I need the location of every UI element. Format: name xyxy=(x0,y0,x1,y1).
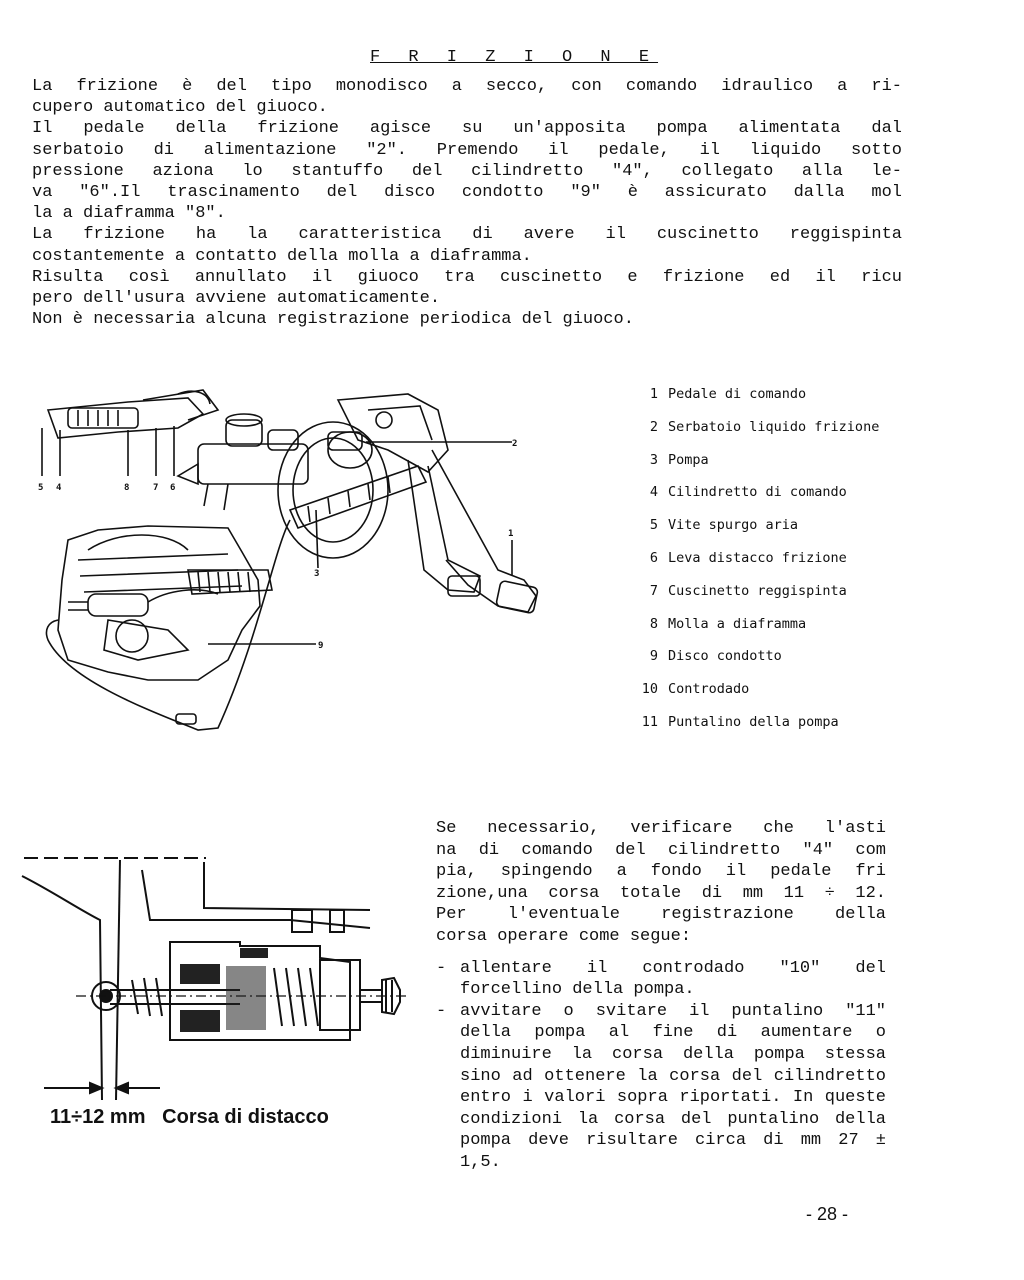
parts-legend xyxy=(632,386,879,747)
legend-number: 3 xyxy=(649,451,658,468)
page-number: - 28 - xyxy=(806,1204,849,1224)
legend-number: 7 xyxy=(649,582,658,599)
bullet-dash: - xyxy=(436,958,447,978)
callout-label: 9 xyxy=(318,641,324,651)
legend-text: Molla a diaframma xyxy=(668,615,807,632)
legend-item xyxy=(632,714,879,747)
legend-text: Pompa xyxy=(668,451,709,468)
legend-item xyxy=(632,648,879,681)
legend-text: Vite spurgo aria xyxy=(668,517,799,534)
legend-text: Cilindretto di comando xyxy=(668,484,847,501)
intro-line: va "6".Il trascinamento del disco condotto "9" è assicurato dalla mol xyxy=(32,183,902,203)
intro-line: Il pedale della frizione agisce su un'apposita pompa alimentata dal xyxy=(32,119,902,139)
adjust-line: pia, spingendo a fondo il pedale fri xyxy=(436,862,886,882)
legend-number: 5 xyxy=(649,517,658,534)
bullet-dash: - xyxy=(436,1001,447,1021)
callout-label: 4 xyxy=(56,483,62,493)
instruction-item xyxy=(436,958,886,1001)
legend-item xyxy=(632,583,879,616)
legend-number: 6 xyxy=(649,549,658,566)
callout-label: 5 xyxy=(38,483,44,493)
legend-item xyxy=(632,517,879,550)
intro-line: cupero automatico del giuoco. xyxy=(32,98,328,118)
adjust-line: Per l'eventuale registrazione della xyxy=(436,905,886,925)
intro-line: la a diaframma "8". xyxy=(32,204,226,224)
legend-text: Puntalino della pompa xyxy=(668,713,839,730)
legend-item xyxy=(632,484,879,517)
legend-number: 8 xyxy=(649,615,658,632)
intro-line: La frizione ha la caratteristica di avere il cuscinetto reggispinta xyxy=(32,225,902,245)
page-title: F R I Z I O N E xyxy=(370,48,659,67)
legend-item xyxy=(632,452,879,485)
adjust-line: corsa operare come segue: xyxy=(436,926,692,946)
legend-text: Leva distacco frizione xyxy=(668,549,847,566)
callout-label: 3 xyxy=(314,569,320,579)
clutch-system-illustration xyxy=(28,380,548,750)
intro-line: costantemente a contatto della molla a diaframma. xyxy=(32,246,532,266)
callout-label: 8 xyxy=(124,483,130,493)
adjust-line: Se necessario, verificare che l'asti xyxy=(436,819,886,838)
legend-number: 10 xyxy=(641,681,658,698)
legend-text: Disco condotto xyxy=(668,648,782,665)
adjustment-text xyxy=(436,818,886,1174)
stroke-caption: 11÷12 mm Corsa di distacco xyxy=(50,1106,329,1128)
callout-label: 2 xyxy=(512,439,518,449)
legend-item xyxy=(632,386,879,419)
legend-number: 1 xyxy=(649,386,658,402)
instruction-text: avvitare o svitare il puntalino "11" della pompa al fine di aumentare o diminuire la corsa della pompa stessa sino ad ottenere la corsa del cilindretto entro i valori sopra riportati. In queste condizioni la corsa del puntalino della pompa deve risultare circa di mm 27 ± 1,5. xyxy=(460,1001,886,1172)
legend-number: 9 xyxy=(649,648,658,665)
legend-number: 2 xyxy=(649,418,658,435)
legend-item xyxy=(632,419,879,452)
legend-item xyxy=(632,616,879,649)
callout-label: 7 xyxy=(153,483,159,493)
legend-text: Pedale di comando xyxy=(668,386,807,402)
pump-cross-section-drawing xyxy=(20,850,420,1100)
intro-line: pero dell'usura avviene automaticamente. xyxy=(32,289,441,309)
legend-text: Serbatoio liquido frizione xyxy=(668,418,880,435)
legend-item xyxy=(632,550,879,583)
intro-paragraph xyxy=(32,76,902,330)
legend-text: Controdado xyxy=(668,681,750,698)
instruction-item xyxy=(436,1001,886,1174)
instruction-text: allentare il controdado "10" del forcellino della pompa. xyxy=(460,958,886,1000)
intro-line: pressione aziona lo stantuffo del cilindretto "4", collegato alla le- xyxy=(32,161,902,181)
intro-line: serbatoio di alimentazione "2". Premendo il pedale, il liquido sotto xyxy=(32,140,902,160)
legend-number: 11 xyxy=(641,713,658,730)
intro-line: Risulta così annullato il giuoco tra cuscinetto e frizione ed il ricu xyxy=(32,267,902,287)
adjust-line: zione,una corsa totale di mm 11 ÷ 12. xyxy=(436,883,886,903)
adjust-line: na di comando del cilindretto "4" com xyxy=(436,840,886,860)
instruction-list xyxy=(436,958,886,1174)
intro-line: Non è necessaria alcuna registrazione periodica del giuoco. xyxy=(32,310,634,330)
legend-item xyxy=(632,681,879,714)
legend-text: Cuscinetto reggispinta xyxy=(668,582,847,599)
legend-number: 4 xyxy=(649,484,658,501)
intro-line: La frizione è del tipo monodisco a secco, con comando idraulico a ri- xyxy=(32,77,902,96)
callout-label: 1 xyxy=(508,529,514,539)
callout-label: 6 xyxy=(170,483,176,493)
